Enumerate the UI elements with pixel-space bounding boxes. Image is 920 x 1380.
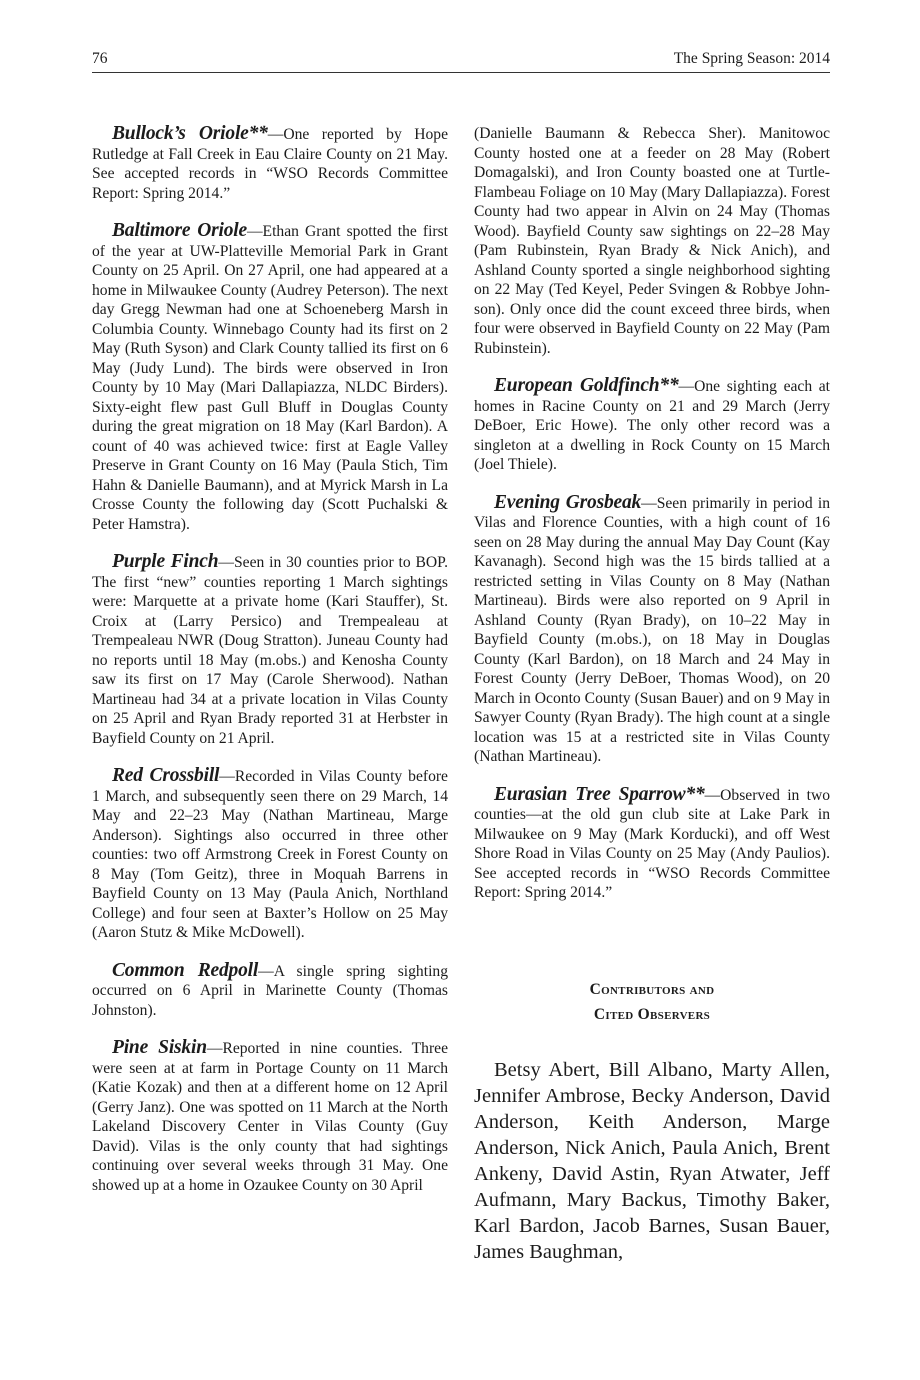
- continued-paragraph: (Danielle Baumann & Rebecca Sher). Manitowoc County hosted one at a feeder on 28 May (Robert Domagalski), and Iron County boasted one at Turtle-Flambeau Foliage on 10 May (Mary Dallapiazza). Forest County had two appear in Alvin on 24 May (Thomas Wood). Bayfield County saw sightings on 22–28 May (Pam Rubinstein, Ryan Brady & Nick Anich), and Ashland County sported a single neighborhood sighting on 22 May (Ted Keyel, Peder Svingen & Robbye Johnson). Only once did the count exceed three birds, when four were observed in Bayfield County on 22 May (Pam Rubinstein).: [474, 125, 830, 357]
- species-name: Common Redpoll: [112, 959, 259, 981]
- species-account: [92, 1038, 448, 1195]
- section-heading-line: Cited Observers: [593, 1005, 711, 1023]
- page-number: 76: [92, 50, 108, 67]
- species-text: —Ethan Grant spotted the first of the year at UW-Platteville Memorial Park in Grant County on 25 April. On 27 April, one had appeared at a home in Milwaukee County (Audrey Peterson). The next day Gregg Newman had one at Schoeneberg Marsh in Columbia County. Winnebago County had its first on 2 May (Ruth Syson) and Clark County tallied its first on 6 May (Judy Lund). The birds were observed in Iron County by 10 May (Mari Dallapiazza, NLDC Birders). Sixty-eight flew past Gull Bluff in Douglas County during the great migration on 18 May (Karl Bardon). A count of 40 was achieved twice: first at Eagle Valley Preserve in Grant County on 16 May (Paula Stich, Tim Hahn & Danielle Baumann), and at Myrick Marsh in La Crosse County the following day (Scott Puchalski & Peter Hamstra).: [92, 223, 448, 533]
- right-column: [474, 124, 830, 1283]
- left-column: [92, 124, 448, 1213]
- species-account: [92, 961, 448, 1021]
- section-heading: [474, 977, 830, 1027]
- species-name: Red Crossbill: [112, 765, 220, 786]
- species-name: Bullock’s Oriole**: [112, 123, 268, 144]
- species-text: —Reported in nine counties. Three were seen at at farm in Portage County on 11 March (Katie Kozak) and then at a different home on 12 April (Gerry Janz). One was spotted on 11 March at the North Lakeland Discovery Center in Vilas County (Guy David). Vilas is the only county that had sightings continuing over several weeks through 31 May. One showed up at a home in Ozaukee County on 30 April: [92, 1040, 448, 1194]
- species-text: —One sighting each at homes in Racine County on 21 and 29 March (Jerry DeBoer, Eric Howe). The only other record was a singleton at a dwelling in Rock County on 15 March (Joel Thiele).: [474, 378, 830, 473]
- species-account: [92, 552, 448, 748]
- species-account: [474, 376, 830, 475]
- species-text: —A single spring sighting occurred on 6 April in Marinette County (Thomas Johnston).: [92, 962, 448, 1019]
- species-text: —One reported by Hope Rutledge at Fall Creek in Eau Claire County on 21 May. See accepted records in “WSO Records Committee Report: Spring 2014.”: [92, 126, 448, 202]
- species-name: Pine Siskin: [112, 1037, 207, 1058]
- species-text: —Seen primarily in period in Vilas and Florence Counties, with a high count of 16 seen on 28 May during the annual May Day Count (Kay Kavanagh). Second high was the 15 birds tallied at a restricted setting in Vilas County on 8 May (Nathan Martineau). Birds were also reported on 9 April in Ashland County (Ryan Brady), on 10–22 May in Bayfield County (m.obs.), on 18 May in Douglas County (Karl Bardon), on 18 March and 24 May in Forest County (Jerry DeBoer, Thomas Wood), on 20 March in Oconto County (Susan Bauer) and on 9 May in Sawyer County (Ryan Brady). The high count at a single location was 15 at a restricted site in Vilas County (Nathan Martineau).: [474, 494, 831, 765]
- species-account: [92, 124, 448, 203]
- section-heading-line: Contributors and: [589, 980, 715, 998]
- species-account: [474, 493, 830, 767]
- species-account: [474, 785, 830, 903]
- species-name: Baltimore Oriole: [112, 220, 247, 241]
- species-text: —Seen in 30 counties prior to BOP. The first “new” counties reporting 1 March sightings were: Marquette at a private home (Kari Stauffer), St. Croix at (Larry Persico) and Trempealeau at Trempealeau NWR (Doug Stratton). Juneau County had no reports until 18 May (m.obs.) and Kenosha County saw its first on 17 May (Carole Sherwood). Nathan Martineau had 34 at a private location in Vilas County on 25 April and Ryan Brady reported 31 at Herbster in Bayfield County on 21 April.: [92, 554, 448, 747]
- species-text: —Recorded in Vilas County before 1 March, and subsequently seen there on 29 March, 14 May and 22–23 May (Nathan Martineau, Marge Anderson). Sightings also occurred in three other counties: two off Armstrong Creek in Forest County on 8 May (Tom Geitz), three in Moquah Barrens in Bayfield County on 13 May (Paula Anich, Northland College) and four seen at Baxter’s Hollow on 25 May (Aaron Stutz & Mike McDowell).: [92, 768, 448, 941]
- running-header: [92, 50, 830, 73]
- species-name: Evening Grosbeak: [494, 491, 642, 513]
- species-account: [92, 221, 448, 534]
- species-account: [92, 766, 448, 943]
- species-text: —Observed in two counties—at the old gun club site at Lake Park in Milwaukee on 9 May (Mark Korducki), and off West Shore Road in Vilas County on 25 May (Andy Paulios). See accepted records in “WSO Records Committee Report: Spring 2014.”: [474, 786, 831, 901]
- species-name: Eurasian Tree Sparrow**: [494, 783, 705, 805]
- species-name: Purple Finch: [112, 551, 219, 572]
- running-title: The Spring Season: 2014: [673, 50, 830, 67]
- contributors-list: Betsy Abert, Bill Albano, Marty Allen, Jennifer Ambrose, Becky Anderson, David Anderson, Keith Anderson, Marge Anderson, Nick Anich, Paula Anich, Brent Ankeny, David Astin, Ryan Atwater, Jeff Aufmann, Mary Backus, Timothy Baker, Karl Bardon, Jacob Barnes, Susan Bauer, James Baughman,: [474, 1058, 830, 1263]
- species-name: European Goldfinch**: [494, 375, 679, 396]
